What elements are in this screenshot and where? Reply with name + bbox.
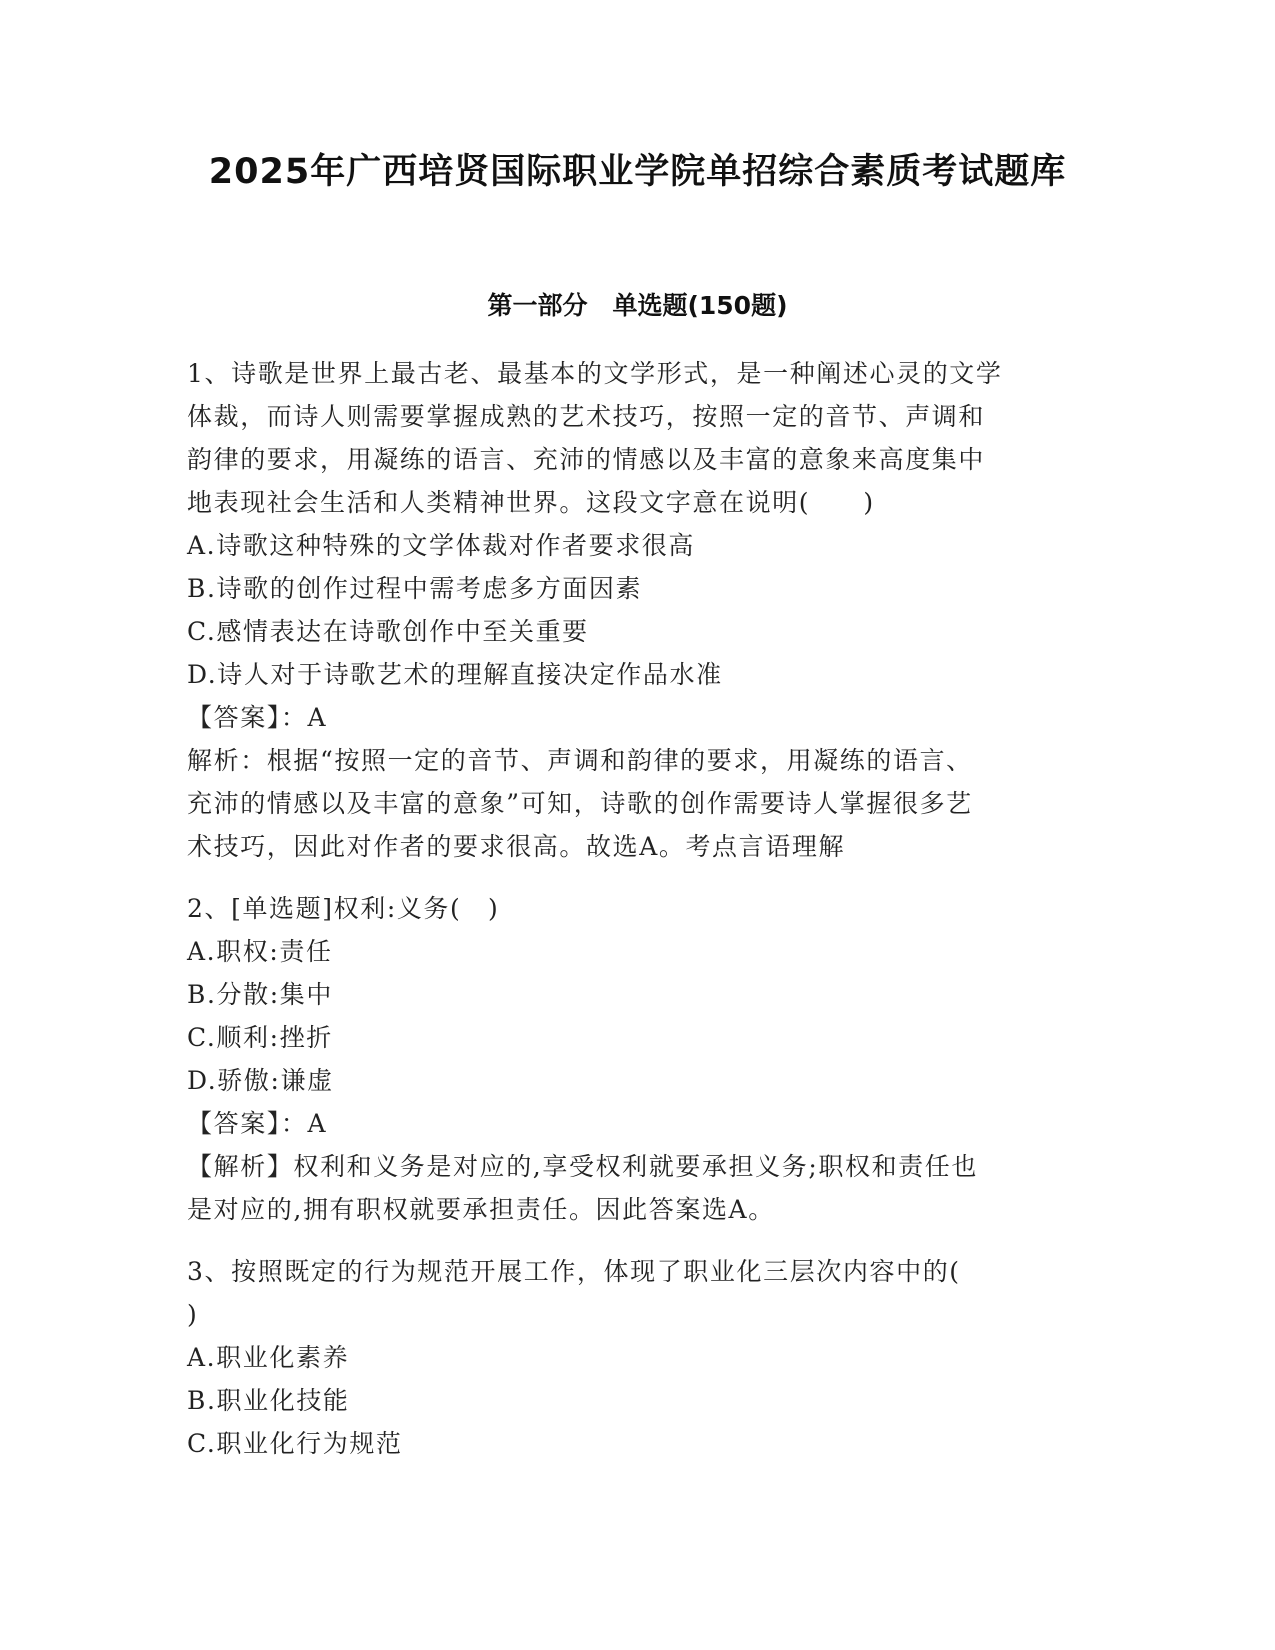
question-stem-line: 3、按照既定的行为规范开展工作，体现了职业化三层次内容中的( xyxy=(187,1257,961,1286)
question-list xyxy=(187,352,1092,1484)
explanation-line: 充沛的情感以及丰富的意象”可知，诗歌的创作需要诗人掌握很多艺 xyxy=(187,789,973,818)
question-stem-line: 1、诗歌是世界上最古老、最基本的文学形式，是一种阐述心灵的文学 xyxy=(187,359,1003,388)
question-block xyxy=(187,887,1092,1231)
explanation-line: 是对应的,拥有职权就要承担责任。因此答案选A。 xyxy=(187,1195,775,1224)
document-title: 2025年广西培贤国际职业学院单招综合素质考试题库 xyxy=(208,152,1067,192)
answer-option: A.职业化素养 xyxy=(187,1343,350,1372)
answer-key: 【答案】：A xyxy=(187,703,328,732)
answer-option: A.诗歌这种特殊的文学体裁对作者要求很高 xyxy=(187,531,696,560)
question-stem-line: ) xyxy=(187,1300,199,1329)
answer-option: D.诗人对于诗歌艺术的理解直接决定作品水准 xyxy=(187,660,723,689)
answer-option: A.职权:责任 xyxy=(187,937,333,966)
answer-option: B.诗歌的创作过程中需考虑多方面因素 xyxy=(187,574,643,603)
answer-option: B.分散:集中 xyxy=(187,980,333,1009)
question-stem-line: 韵律的要求，用凝练的语言、充沛的情感以及丰富的意象来高度集中 xyxy=(187,445,986,474)
question-stem-line: 地表现社会生活和人类精神世界。这段文字意在说明( ) xyxy=(187,488,875,517)
explanation-line: 解析：根据“按照一定的音节、声调和韵律的要求，用凝练的语言、 xyxy=(187,746,973,775)
explanation-line: 【解析】权利和义务是对应的,享受权利就要承担义务;职权和责任也 xyxy=(187,1152,978,1181)
question-block xyxy=(187,1250,1092,1465)
answer-key: 【答案】：A xyxy=(187,1109,328,1138)
answer-option: B.职业化技能 xyxy=(187,1386,350,1415)
answer-option: C.感情表达在诗歌创作中至关重要 xyxy=(187,617,589,646)
section-title: 第一部分 单选题(150题) xyxy=(487,291,788,320)
question-stem-line: 体裁，而诗人则需要掌握成熟的艺术技巧，按照一定的音节、声调和 xyxy=(187,402,986,431)
explanation-line: 术技巧，因此对作者的要求很高。故选A。考点言语理解 xyxy=(187,832,846,861)
question-stem-line: 2、[单选题]权利:义务( ) xyxy=(187,894,500,923)
answer-option: D.骄傲:谦虚 xyxy=(187,1066,334,1095)
answer-option: C.职业化行为规范 xyxy=(187,1429,403,1458)
question-block xyxy=(187,352,1092,868)
answer-option: C.顺利:挫折 xyxy=(187,1023,333,1052)
